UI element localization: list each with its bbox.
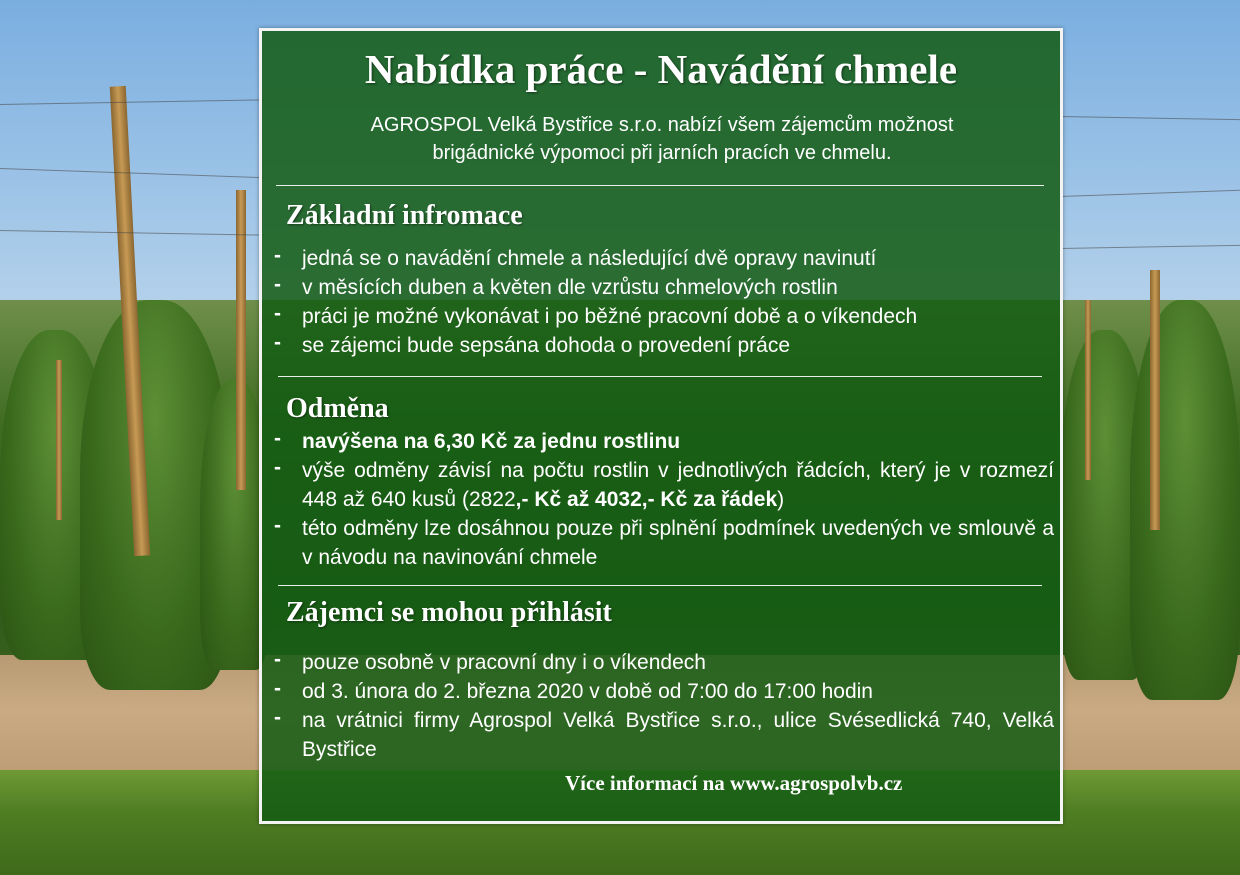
intro-line: AGROSPOL Velká Bystřice s.r.o. nabízí všem zájemcům možnost: [370, 114, 954, 136]
section-heading-apply: Zájemci se mohou přihlásit: [286, 597, 612, 628]
list-item: - od 3. února do 2. března 2020 v době od 7:00 do 17:00 hodin: [274, 677, 1054, 706]
divider: [278, 376, 1042, 377]
job-offer-panel: [259, 28, 1063, 824]
reward-increase-label: navýšena: [302, 430, 398, 453]
list-item: - práci je možné vykonávat i po běžné pracovní době a o víkendech: [274, 302, 1054, 331]
intro-line: brigádnické výpomoci při jarních pracích ve chmelu.: [432, 142, 892, 164]
list-item: - v měsících duben a květen dle vzrůstu chmelových rostlin: [274, 273, 1054, 302]
list-item: [274, 427, 1054, 456]
section-heading-basic: Základní infromace: [286, 200, 523, 231]
list-item: [274, 456, 1054, 514]
basic-info-list: [274, 244, 1054, 360]
reward-rate: na 6,30 Kč za jednu rostlinu: [397, 430, 681, 453]
list-item: - se zájemci bude sepsána dohoda o provedení práce: [274, 331, 1054, 360]
list-item: - na vrátnici firmy Agrospol Velká Bystřice s.r.o., ulice Svésedlická 740, Velká Bystřice: [274, 706, 1054, 764]
list-item: - jedná se o navádění chmele a následující dvě opravy navinutí: [274, 244, 1054, 273]
list-item: - pouze osobně v pracovní dny i o víkendech: [274, 648, 1054, 677]
divider: [278, 585, 1042, 586]
hop-foliage: [1130, 300, 1240, 700]
reward-range-text: výše odměny závisí na počtu rostlin v jednotlivých řádcích, který je v rozmezí 448 až 640 kusů (2822: [302, 459, 1054, 511]
reward-list: [274, 427, 1054, 572]
wooden-pole: [1085, 300, 1091, 480]
reward-range-amount: ,- Kč až 4032,- Kč za řádek: [515, 488, 778, 511]
page-title: Nabídka práce - Navádění chmele: [364, 46, 958, 92]
intro-text: [302, 111, 1022, 167]
more-info-link-text: Více informací na www.agrospolvb.cz: [565, 771, 903, 795]
section-heading-reward: Odměna: [286, 393, 389, 424]
wooden-pole: [56, 360, 62, 520]
divider: [276, 185, 1044, 186]
reward-range-close: ): [777, 488, 785, 511]
list-item: - této odměny lze dosáhnou pouze při splnění podmínek uvedených ve smlouvě a v návodu na navinování chmele: [274, 514, 1054, 572]
wooden-pole: [1150, 270, 1160, 530]
apply-list: [274, 648, 1054, 764]
